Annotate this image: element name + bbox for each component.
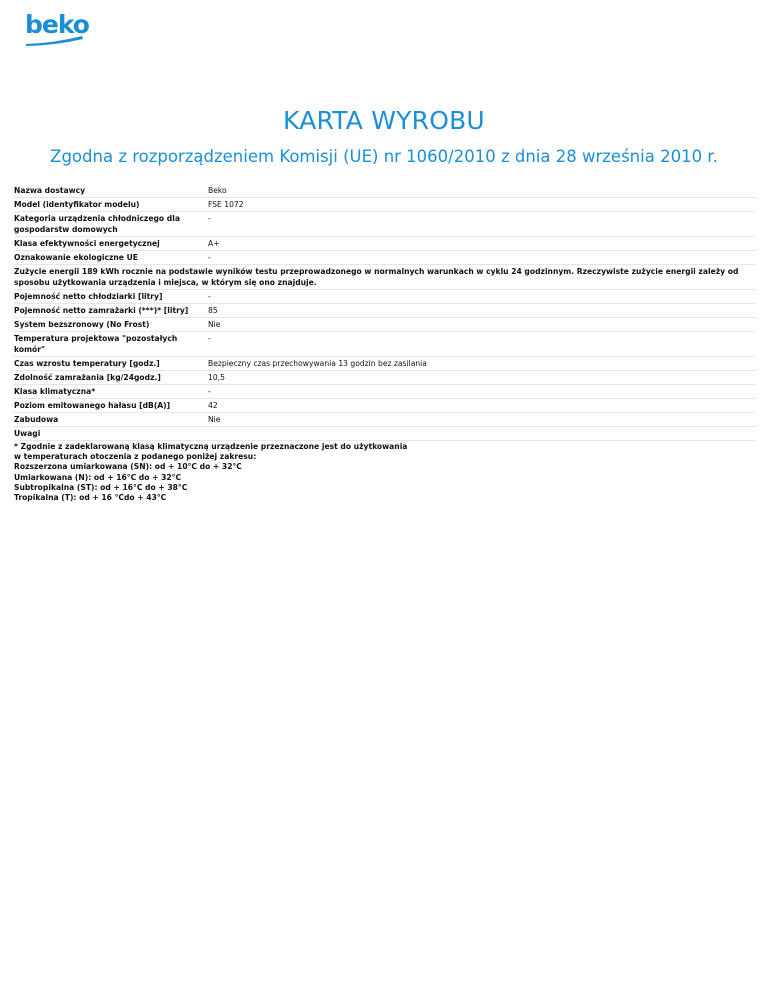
table-row	[14, 318, 756, 332]
page-title: KARTA WYROBU	[283, 106, 485, 135]
row-value: Beko	[208, 186, 227, 195]
table-row	[14, 290, 756, 304]
energy-consumption-text: Zużycie energii 189 kWh rocznie na podstawie wyników testu przeprowadzonego w normalnych warunkach w cyklu 24 godzinnym. Rzeczywiste zużycie energii zależy od sposobu użytkowania urządzenia i miejsca, w którym się ono znajduje.	[14, 267, 739, 287]
table-row	[14, 332, 756, 357]
table-row	[14, 399, 756, 413]
product-fiche-table	[14, 184, 756, 503]
row-label: Poziom emitowanego hałasu [dB(A)]	[14, 401, 171, 410]
row-label: System bezszronowy (No Frost)	[14, 320, 150, 329]
table-row	[14, 427, 756, 441]
table-row	[14, 385, 756, 399]
table-row	[14, 265, 756, 290]
table-row	[14, 371, 756, 385]
row-label: Klasa klimatyczna*	[14, 387, 96, 396]
row-label: Nazwa dostawcy	[14, 186, 86, 195]
row-value: Nie	[208, 320, 221, 329]
row-label: Pojemność netto zamrażarki (***)* [litry]	[14, 306, 189, 315]
row-value: -	[208, 214, 211, 223]
table-row	[14, 212, 756, 237]
row-value: -	[208, 292, 211, 301]
row-label: Zabudowa	[14, 415, 59, 424]
row-label: Pojemność netto chłodziarki [litry]	[14, 292, 163, 301]
row-label: Zdolność zamrażania [kg/24godz.]	[14, 373, 161, 382]
row-value: Bezpieczny czas przechowywania 13 godzin bez zasilania	[208, 359, 427, 368]
table-row	[14, 357, 756, 371]
logo-swoosh-icon	[25, 34, 85, 46]
beko-logo	[25, 10, 89, 48]
table-row	[14, 251, 756, 265]
row-label: Czas wzrostu temperatury [godz.]	[14, 359, 160, 368]
row-value: -	[208, 253, 211, 262]
row-value: 42	[208, 401, 218, 410]
row-value: -	[208, 387, 211, 396]
row-label: Klasa efektywności energetycznej	[14, 239, 160, 248]
table-row	[14, 198, 756, 212]
row-value: 10,5	[208, 373, 225, 382]
row-value: Nie	[208, 415, 221, 424]
page-subtitle: Zgodna z rozporządzeniem Komisji (UE) nr 1060/2010 z dnia 28 września 2010 r.	[50, 147, 718, 166]
row-label: Model (identyfikator modelu)	[14, 200, 140, 209]
row-value: A+	[208, 239, 220, 248]
table-row	[14, 413, 756, 427]
climate-class-notes: * Zgodnie z zadeklarowaną klasą klimatyczną urządzenie przeznaczone jest do użytkowania w temperaturach otoczenia z podanego poniżej zakresu: Rozszerzona umiarkowana (SN): od + 10°C do + 32°C Umiarkowana (N): od + 16°C do + 32°C Subtropikalna (ST): od + 16°C do + 38°C Tropikalna (T): od + 16 °Cdo + 43°C	[14, 442, 408, 503]
row-label: Kategoria urządzenia chłodniczego dla gospodarstw domowych	[14, 214, 180, 234]
row-value: 85	[208, 306, 218, 315]
remarks-label: Uwagi	[14, 429, 41, 438]
row-label: Oznakowanie ekologiczne UE	[14, 253, 138, 262]
logo-text: beko	[25, 10, 89, 39]
row-label: Temperatura projektowa "pozostałych komór"	[14, 334, 178, 354]
row-value: FSE 1072	[208, 200, 244, 209]
table-row	[14, 184, 756, 198]
table-row	[14, 304, 756, 318]
table-row	[14, 237, 756, 251]
row-value: -	[208, 334, 211, 343]
